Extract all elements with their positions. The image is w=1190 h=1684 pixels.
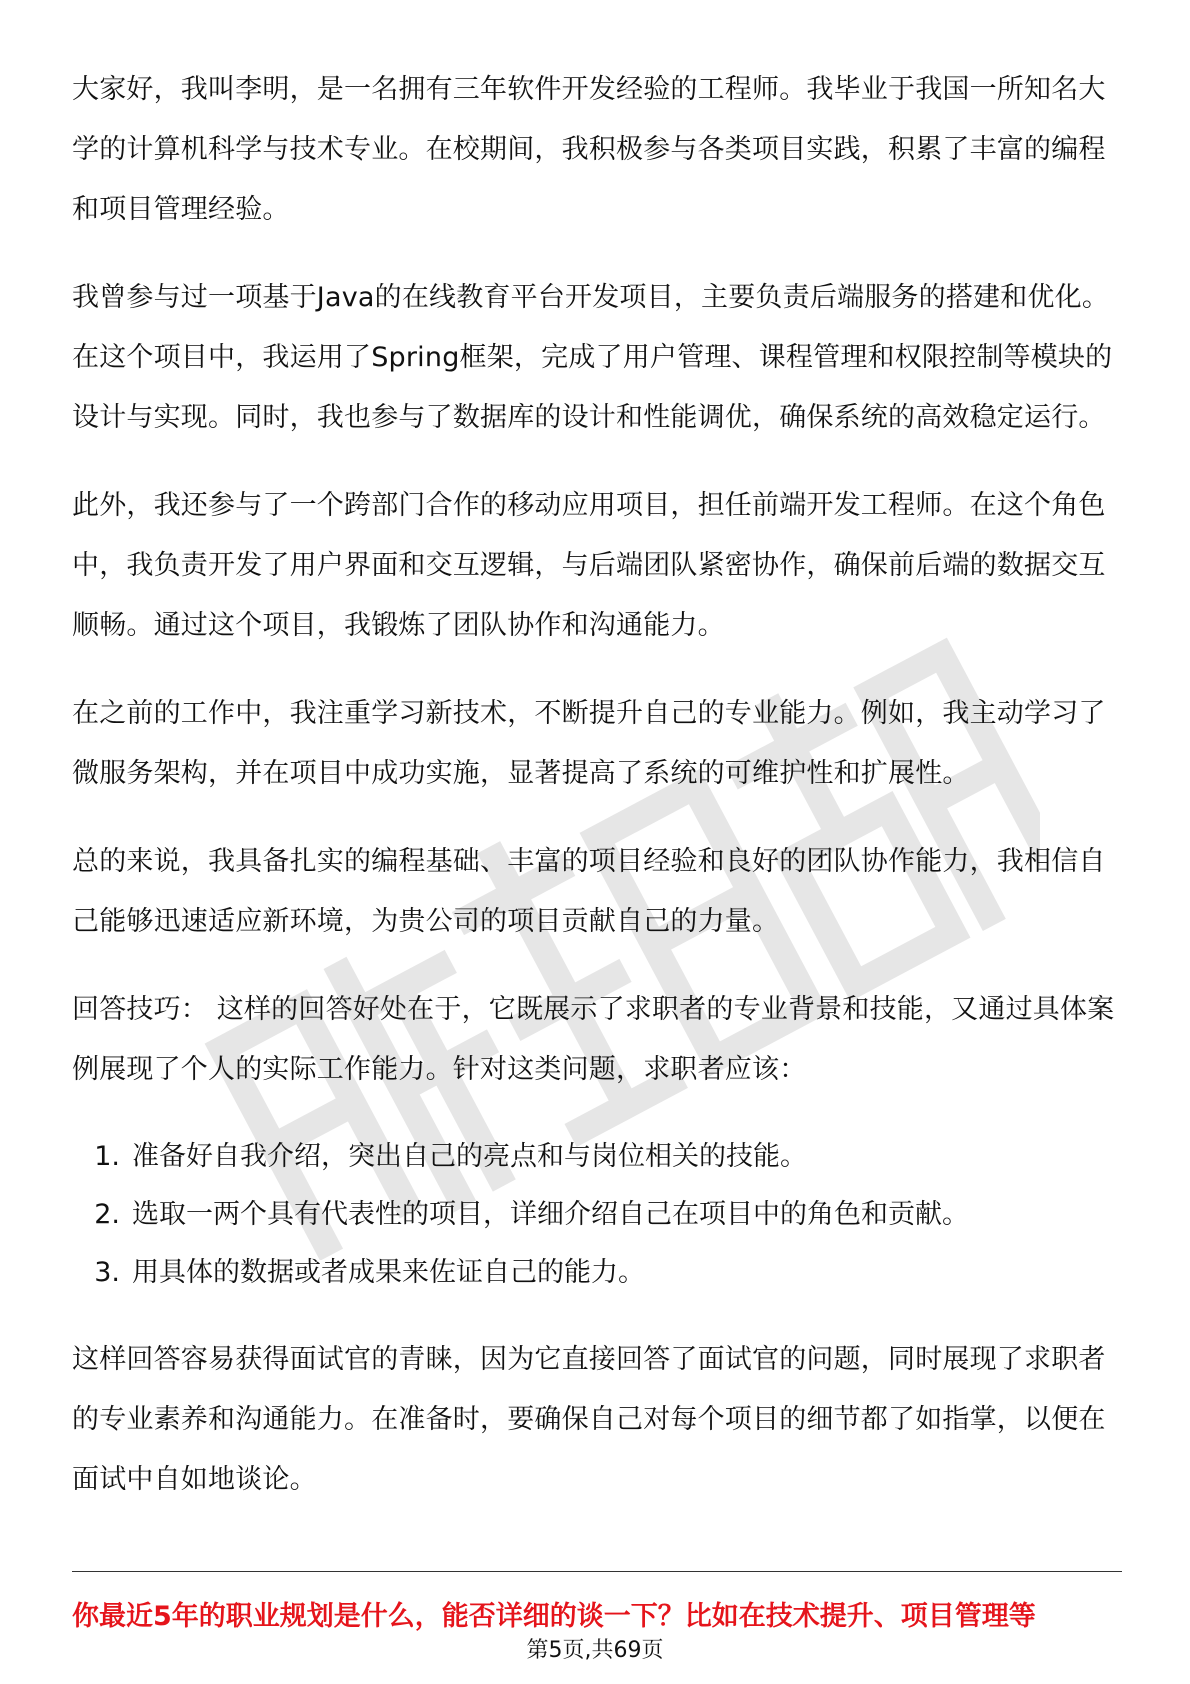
document-body	[72, 60, 1122, 1538]
list-item-text: 用具体的数据或者成果来佐证自己的能力。	[132, 1257, 645, 1288]
list-item	[72, 1244, 1122, 1302]
paragraph-learning: 在之前的工作中，我注重学习新技术，不断提升自己的专业能力。例如，我主动学习了微服务架构，并在项目中成功实施，显著提高了系统的可维护性和扩展性。	[72, 698, 1106, 789]
list-item-number: 2.	[94, 1199, 120, 1230]
paragraph-mobile-project: 此外，我还参与了一个跨部门合作的移动应用项目，担任前端开发工程师。在这个角色中，我负责开发了用户界面和交互逻辑，与后端团队紧密协作，确保前后端的数据交互顺畅。通过这个项目，我锻炼了团队协作和沟通能力。	[72, 490, 1106, 641]
paragraph-intro: 大家好，我叫李明，是一名拥有三年软件开发经验的工程师。我毕业于我国一所知名大学的计算机科学与技术专业。在校期间，我积极参与各类项目实践，积累了丰富的编程和项目管理经验。	[72, 74, 1106, 225]
next-question-heading: 你最近5年的职业规划是什么，能否详细的谈一下？比如在技术提升、项目管理等	[72, 1601, 1036, 1632]
list-item	[72, 1128, 1122, 1186]
paragraph-java-project: 我曾参与过一项基于Java的在线教育平台开发项目，主要负责后端服务的搭建和优化。在这个项目中，我运用了Spring框架，完成了用户管理、课程管理和权限控制等模块的设计与实现。同时，我也参与了数据库的设计和性能调优，确保系统的高效稳定运行。	[72, 282, 1113, 433]
paragraph-closing: 这样回答容易获得面试官的青睐，因为它直接回答了面试官的问题，同时展现了求职者的专业素养和沟通能力。在准备时，要确保自己对每个项目的细节都了如指掌，以便在面试中自如地谈论。	[72, 1344, 1106, 1495]
list-item-number: 3.	[94, 1257, 120, 1288]
list-item-number: 1.	[94, 1141, 120, 1172]
paragraph-summary: 总的来说，我具备扎实的编程基础、丰富的项目经验和良好的团队协作能力，我相信自己能够迅速适应新环境，为贵公司的项目贡献自己的力量。	[72, 846, 1106, 937]
list-item	[72, 1186, 1122, 1244]
page-number: 第5页,共69页	[526, 1638, 664, 1663]
section-divider	[72, 1571, 1122, 1572]
tips-list	[72, 1128, 1122, 1302]
paragraph-answer-tips: 回答技巧： 这样的回答好处在于，它既展示了求职者的专业背景和技能，又通过具体案例展现了个人的实际工作能力。针对这类问题，求职者应该：	[72, 994, 1115, 1085]
list-item-text: 准备好自我介绍，突出自己的亮点和与岗位相关的技能。	[132, 1141, 807, 1172]
list-item-text: 选取一两个具有代表性的项目，详细介绍自己在项目中的角色和贡献。	[132, 1199, 969, 1230]
